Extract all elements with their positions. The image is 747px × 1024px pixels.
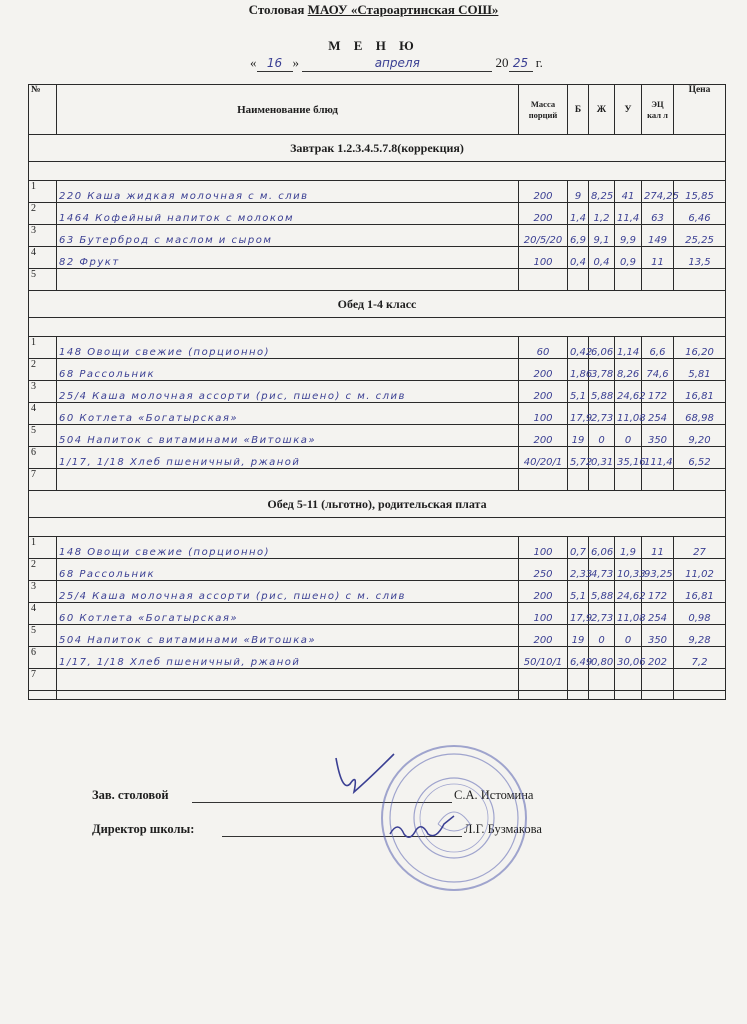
- dish-fat: 2,73: [589, 403, 615, 425]
- table-row: [29, 647, 726, 669]
- dish-energy: 11: [642, 537, 674, 559]
- dish-name: 25/4 Каша молочная ассорти (рис, пшено) с м. слив: [57, 581, 519, 603]
- section-row: [29, 491, 726, 518]
- table-row: [29, 403, 726, 425]
- section-row: [29, 291, 726, 318]
- section-title: Завтрак 1.2.3.4.5.7.8(коррекция): [29, 135, 726, 162]
- dish-name: 82 Фрукт: [57, 247, 519, 269]
- spacer-cell: [29, 318, 726, 337]
- dish-energy: [642, 469, 674, 491]
- dish-carbs: 35,16: [615, 447, 642, 469]
- section-spacer-row: [29, 518, 726, 537]
- table-row: [29, 247, 726, 269]
- dish-number: 1: [29, 181, 57, 203]
- dish-name: 60 Котлета «Богатырская»: [57, 603, 519, 625]
- table-row: [29, 669, 726, 691]
- dish-price: [674, 269, 726, 291]
- table-tail-row: [29, 691, 726, 700]
- dish-carbs: [615, 469, 642, 491]
- dish-number: 2: [29, 203, 57, 225]
- dish-carbs: 1,14: [615, 337, 642, 359]
- dish-price: 25,25: [674, 225, 726, 247]
- menu-table: [28, 84, 726, 700]
- dish-name: [57, 669, 519, 691]
- dish-mass: 200: [519, 581, 568, 603]
- dish-mass: [519, 469, 568, 491]
- dish-carbs: [615, 669, 642, 691]
- dish-carbs: 8,26: [615, 359, 642, 381]
- dish-number: 6: [29, 447, 57, 469]
- dish-number: 1: [29, 537, 57, 559]
- dish-carbs: 24,62: [615, 381, 642, 403]
- dish-carbs: 24,62: [615, 581, 642, 603]
- dish-price: 0,98: [674, 603, 726, 625]
- dish-number: 7: [29, 669, 57, 691]
- dish-protein: 1,4: [568, 203, 589, 225]
- dish-price: 6,52: [674, 447, 726, 469]
- dish-energy: 111,4: [642, 447, 674, 469]
- dish-mass: 200: [519, 625, 568, 647]
- table-row: [29, 447, 726, 469]
- canteen-head-name: С.А. Истомина: [454, 788, 534, 802]
- dish-carbs: 30,06: [615, 647, 642, 669]
- table-row: [29, 269, 726, 291]
- dish-fat: 3,78: [589, 359, 615, 381]
- dish-protein: 0,42: [568, 337, 589, 359]
- dish-fat: 0,4: [589, 247, 615, 269]
- dish-name: [57, 269, 519, 291]
- col-u-header: У: [615, 85, 642, 135]
- tail-cell: [57, 691, 519, 700]
- dish-number: 5: [29, 625, 57, 647]
- dish-number: 4: [29, 247, 57, 269]
- dish-name: 25/4 Каша молочная ассорти (рис, пшено) с м. слив: [57, 381, 519, 403]
- dish-energy: 93,25: [642, 559, 674, 581]
- dish-price: 27: [674, 537, 726, 559]
- dish-name: 1/17, 1/18 Хлеб пшеничный, ржаной: [57, 447, 519, 469]
- dish-carbs: 41: [615, 181, 642, 203]
- dish-energy: 172: [642, 381, 674, 403]
- dish-carbs: [615, 269, 642, 291]
- dish-energy: 149: [642, 225, 674, 247]
- date-open-quote: «: [250, 55, 257, 70]
- tail-cell: [519, 691, 568, 700]
- dish-protein: 17,9: [568, 603, 589, 625]
- dish-mass: 200: [519, 203, 568, 225]
- dish-mass: 50/10/1: [519, 647, 568, 669]
- dish-protein: [568, 469, 589, 491]
- dish-energy: 202: [642, 647, 674, 669]
- col-ekcal-header: ЭЦ кал л: [642, 85, 674, 135]
- date-month: апреля: [374, 56, 420, 70]
- dish-protein: [568, 269, 589, 291]
- tail-cell: [674, 691, 726, 700]
- section-spacer-row: [29, 162, 726, 181]
- dish-fat: [589, 469, 615, 491]
- dish-protein: 17,9: [568, 403, 589, 425]
- dish-price: 6,46: [674, 203, 726, 225]
- dish-fat: 0: [589, 625, 615, 647]
- dish-energy: 274,25: [642, 181, 674, 203]
- dish-name: 148 Овощи свежие (порционно): [57, 337, 519, 359]
- dish-protein: 5,1: [568, 581, 589, 603]
- table-row: [29, 381, 726, 403]
- table-row: [29, 359, 726, 381]
- dish-carbs: 10,33: [615, 559, 642, 581]
- dish-price: 5,81: [674, 359, 726, 381]
- dish-carbs: 0: [615, 625, 642, 647]
- dish-fat: 5,88: [589, 581, 615, 603]
- dish-fat: 5,88: [589, 381, 615, 403]
- dish-energy: 11: [642, 247, 674, 269]
- dish-name: 504 Напиток с витаминами «Витошка»: [57, 425, 519, 447]
- dish-energy: 172: [642, 581, 674, 603]
- dish-fat: 4,73: [589, 559, 615, 581]
- canteen-head-label: Зав. столовой: [92, 788, 169, 802]
- dish-mass: 250: [519, 559, 568, 581]
- header-org: МАОУ «Староартинская СОШ»: [307, 2, 499, 17]
- dish-protein: 9: [568, 181, 589, 203]
- dish-energy: 254: [642, 603, 674, 625]
- dish-price: 9,28: [674, 625, 726, 647]
- dish-mass: 200: [519, 181, 568, 203]
- col-num-header: №: [29, 85, 57, 135]
- dish-price: 16,81: [674, 581, 726, 603]
- dish-energy: 254: [642, 403, 674, 425]
- dish-price: 68,98: [674, 403, 726, 425]
- table-row: [29, 581, 726, 603]
- canteen-signature-scrawl: [330, 748, 400, 798]
- dish-fat: 2,73: [589, 603, 615, 625]
- dish-fat: 6,06: [589, 337, 615, 359]
- dish-fat: 0,80: [589, 647, 615, 669]
- dish-name: 504 Напиток с витаминами «Витошка»: [57, 625, 519, 647]
- col-name-header: Наименование блюд: [57, 85, 519, 135]
- table-row: [29, 625, 726, 647]
- dish-mass: [519, 669, 568, 691]
- dish-name: 220 Каша жидкая молочная с м. слив: [57, 181, 519, 203]
- spacer-cell: [29, 162, 726, 181]
- dish-price: 9,20: [674, 425, 726, 447]
- dish-price: 15,85: [674, 181, 726, 203]
- dish-fat: 9,1: [589, 225, 615, 247]
- dish-mass: 20/5/20: [519, 225, 568, 247]
- dish-mass: 100: [519, 403, 568, 425]
- dish-number: 3: [29, 581, 57, 603]
- dish-energy: 6,6: [642, 337, 674, 359]
- dish-mass: 100: [519, 603, 568, 625]
- header-prefix: Столовая: [248, 2, 305, 17]
- dish-fat: 0,31: [589, 447, 615, 469]
- col-price-header: Цена: [674, 85, 726, 135]
- dish-price: [674, 669, 726, 691]
- dish-number: 3: [29, 381, 57, 403]
- dish-protein: 19: [568, 625, 589, 647]
- dish-protein: 6,9: [568, 225, 589, 247]
- dish-number: 3: [29, 225, 57, 247]
- table-row: [29, 425, 726, 447]
- dish-protein: 6,49: [568, 647, 589, 669]
- dish-protein: 5,72: [568, 447, 589, 469]
- date-year-prefix: 20: [495, 55, 509, 70]
- page-title: М Е Н Ю: [328, 38, 419, 53]
- dish-number: 6: [29, 647, 57, 669]
- tail-cell: [589, 691, 615, 700]
- dish-mass: 60: [519, 337, 568, 359]
- dish-carbs: 9,9: [615, 225, 642, 247]
- dish-name: 60 Котлета «Богатырская»: [57, 403, 519, 425]
- tail-cell: [568, 691, 589, 700]
- section-title: Обед 5-11 (льготно), родительская плата: [29, 491, 726, 518]
- director-name: Л.Г. Бузмакова: [464, 822, 542, 836]
- dish-protein: 2,33: [568, 559, 589, 581]
- dish-energy: 63: [642, 203, 674, 225]
- dish-mass: 100: [519, 247, 568, 269]
- dish-number: 7: [29, 469, 57, 491]
- dish-price: 16,20: [674, 337, 726, 359]
- dish-protein: 19: [568, 425, 589, 447]
- director-label: Директор школы:: [92, 822, 195, 836]
- dish-number: 4: [29, 403, 57, 425]
- dish-name: 68 Рассольник: [57, 359, 519, 381]
- dish-price: 11,02: [674, 559, 726, 581]
- dish-name: 1464 Кофейный напиток с молоком: [57, 203, 519, 225]
- dish-energy: [642, 269, 674, 291]
- dish-carbs: 11,08: [615, 403, 642, 425]
- dish-mass: 200: [519, 359, 568, 381]
- dish-fat: 6,06: [589, 537, 615, 559]
- dish-mass: 200: [519, 425, 568, 447]
- dish-fat: 8,25: [589, 181, 615, 203]
- dish-number: 2: [29, 359, 57, 381]
- table-row: [29, 559, 726, 581]
- spacer-cell: [29, 518, 726, 537]
- table-row: [29, 203, 726, 225]
- dish-number: 5: [29, 425, 57, 447]
- tail-cell: [642, 691, 674, 700]
- dish-carbs: 1,9: [615, 537, 642, 559]
- header-line: [0, 2, 747, 18]
- dish-mass: 200: [519, 381, 568, 403]
- col-mass-header: Масса порций: [519, 85, 568, 135]
- dish-protein: 1,86: [568, 359, 589, 381]
- tail-cell: [29, 691, 57, 700]
- table-row: [29, 337, 726, 359]
- table-row: [29, 469, 726, 491]
- dish-price: [674, 469, 726, 491]
- dish-mass: 100: [519, 537, 568, 559]
- dish-number: 1: [29, 337, 57, 359]
- dish-price: 16,81: [674, 381, 726, 403]
- section-spacer-row: [29, 318, 726, 337]
- dish-energy: 350: [642, 425, 674, 447]
- dish-name: 148 Овощи свежие (порционно): [57, 537, 519, 559]
- dish-number: 2: [29, 559, 57, 581]
- dish-mass: 40/20/1: [519, 447, 568, 469]
- dish-number: 4: [29, 603, 57, 625]
- dish-fat: 1,2: [589, 203, 615, 225]
- section-title: Обед 1-4 класс: [29, 291, 726, 318]
- col-b-header: Б: [568, 85, 589, 135]
- date-year-suffix: 25: [512, 56, 529, 70]
- dish-fat: [589, 669, 615, 691]
- dish-name: 68 Рассольник: [57, 559, 519, 581]
- dish-number: 5: [29, 269, 57, 291]
- dish-energy: 350: [642, 625, 674, 647]
- date-day: 16: [266, 56, 283, 70]
- dish-name: 63 Бутерброд с маслом и сыром: [57, 225, 519, 247]
- table-header-row: [29, 85, 726, 135]
- dish-price: 13,5: [674, 247, 726, 269]
- dish-protein: 0,7: [568, 537, 589, 559]
- dish-name: 1/17, 1/18 Хлеб пшеничный, ржаной: [57, 647, 519, 669]
- dish-energy: 74,6: [642, 359, 674, 381]
- dish-carbs: 0,9: [615, 247, 642, 269]
- director-signature-scrawl: [388, 812, 458, 846]
- table-row: [29, 603, 726, 625]
- date-year-unit: г.: [535, 55, 543, 70]
- dish-protein: [568, 669, 589, 691]
- tail-cell: [615, 691, 642, 700]
- date-close-quote: »: [292, 55, 299, 70]
- dish-protein: 0,4: [568, 247, 589, 269]
- dish-protein: 5,1: [568, 381, 589, 403]
- dish-mass: [519, 269, 568, 291]
- table-row: [29, 225, 726, 247]
- dish-price: 7,2: [674, 647, 726, 669]
- dish-carbs: 11,08: [615, 603, 642, 625]
- dish-energy: [642, 669, 674, 691]
- dish-carbs: 11,4: [615, 203, 642, 225]
- section-row: [29, 135, 726, 162]
- dish-fat: [589, 269, 615, 291]
- dish-carbs: 0: [615, 425, 642, 447]
- table-row: [29, 537, 726, 559]
- col-zh-header: Ж: [589, 85, 615, 135]
- table-row: [29, 181, 726, 203]
- dish-fat: 0: [589, 425, 615, 447]
- date-line: [250, 55, 543, 72]
- dish-name: [57, 469, 519, 491]
